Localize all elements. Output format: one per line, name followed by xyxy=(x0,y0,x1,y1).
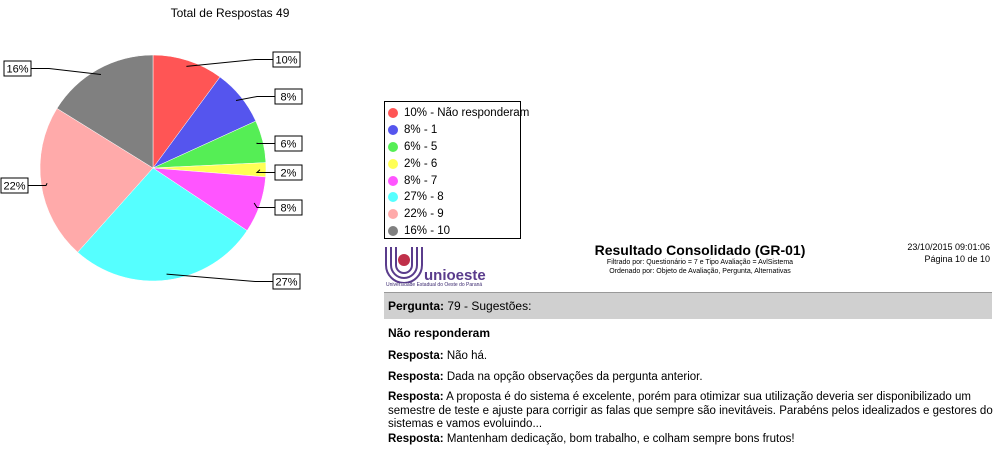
legend-swatch xyxy=(388,142,398,152)
university-logo xyxy=(384,245,424,283)
legend-label: 27% - 8 xyxy=(404,191,444,204)
legend-label: 22% - 9 xyxy=(404,208,444,221)
legend-swatch xyxy=(388,108,398,118)
legend-item xyxy=(388,155,520,172)
answer-label: Resposta: xyxy=(388,371,444,383)
legend-item xyxy=(388,223,520,240)
legend-label: 8% - 1 xyxy=(404,124,438,137)
pie-leader-line xyxy=(186,60,273,67)
legend-swatch xyxy=(388,226,398,236)
answer-label: Resposta: xyxy=(388,391,444,403)
report-date: 23/10/2015 09:01:06 xyxy=(907,242,990,252)
question-text: 79 - Sugestões: xyxy=(447,299,532,313)
pie-label: 22% xyxy=(3,180,26,193)
legend-swatch xyxy=(388,209,398,219)
report-filter: Filtrado por: Questionário = 7 e Tipo Avaliação = AvlSistema xyxy=(606,259,794,266)
legend-item xyxy=(388,139,520,156)
legend-label: 6% - 5 xyxy=(404,140,438,153)
section-title: Não responderam xyxy=(388,326,491,340)
question-label: Pergunta: xyxy=(388,299,445,313)
legend-label: 10% - Não responderam xyxy=(404,107,530,120)
report-page: Página 10 de 10 xyxy=(924,254,990,264)
legend-swatch xyxy=(388,125,398,135)
answer-label: Resposta: xyxy=(388,350,444,362)
pie-label: 2% xyxy=(280,167,297,180)
pie-label: 6% xyxy=(280,138,297,151)
answer-item xyxy=(388,433,994,447)
legend-label: 8% - 7 xyxy=(404,174,438,187)
answer-item xyxy=(388,391,994,432)
answer-text: Mantenham dedicação, bom trabalho, e colham sempre bons frutos! xyxy=(446,433,795,445)
legend-item xyxy=(388,172,520,189)
logo-subtitle: Universidade Estadual do Oeste do Paraná xyxy=(386,282,483,288)
question-band xyxy=(384,292,992,319)
answer-item xyxy=(388,371,994,385)
legend-item xyxy=(388,189,520,206)
answer-item xyxy=(388,350,994,364)
pie-label: 10% xyxy=(275,54,298,67)
legend-swatch xyxy=(388,176,398,186)
chart-title: Total de Respostas 49 xyxy=(170,6,290,20)
pie-label: 8% xyxy=(280,202,297,215)
report-order: Ordenado por: Objeto de Avaliação, Pergunta, Alternativas xyxy=(609,268,791,275)
answer-text: A proposta é do sistema é excelente, porém para otimizar sua utilização deveria ser disponibilizado um semestre de teste e ajuste para corrigir as falas que sempre são inevitáveis. Parabéns pelos idealizados e gestores do sistemas e vamos evoluindo... xyxy=(388,391,993,430)
pie-label: 16% xyxy=(6,63,29,76)
chart-legend xyxy=(384,101,530,239)
report-title: Resultado Consolidado (GR-01) xyxy=(594,242,806,258)
legend-label: 2% - 6 xyxy=(404,157,438,170)
legend-swatch xyxy=(388,159,398,169)
pie-leader-line xyxy=(167,274,273,281)
legend-label: 16% - 10 xyxy=(404,224,451,237)
legend-swatch xyxy=(388,192,398,202)
pie-label: 8% xyxy=(280,91,297,104)
answer-text: Dada na opção observações da pergunta anterior. xyxy=(446,371,703,383)
answer-text: Não há. xyxy=(446,350,488,362)
pie-label: 27% xyxy=(275,276,298,289)
pie-chart xyxy=(0,0,380,300)
pie-leader-line xyxy=(31,69,101,75)
legend-item xyxy=(388,122,520,139)
legend-item xyxy=(388,105,530,122)
logo-name: unioeste xyxy=(424,267,486,284)
legend-item xyxy=(388,206,520,223)
answer-label: Resposta: xyxy=(388,433,444,445)
